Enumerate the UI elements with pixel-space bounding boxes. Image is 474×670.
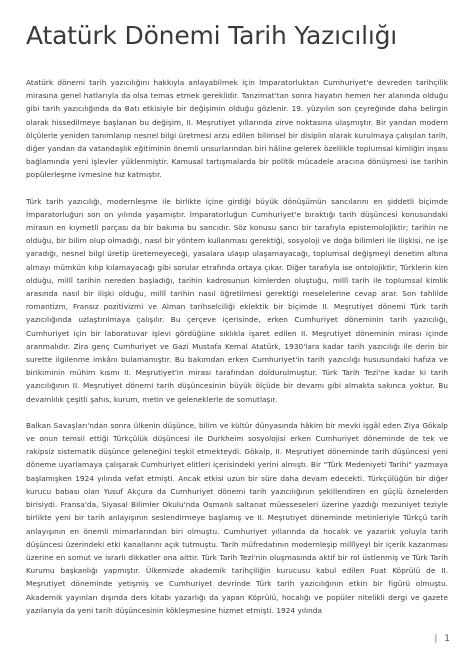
paragraph: Balkan Savaşları'ndan sonra ülkenin düşünce, bilim ve kültür dünyasında hâkim bir mevki işgâl eden Ziya Gökalp ve onun temsil ettiği Türkçülük düşüncesi ile Durkheim sosyolojisi erken Cumhuriyet döneminde de tek ve rakipsiz sistematik düşünce geleneğini teşkil etmekteydi. Gökalp, II. Meşrutiyet döneminde tarih düşüncesi yeni döneme uyarlamaya çalışarak Cumhuriyet elitleri içerisindeki yerini almıştı. Bir "Türk Medeniyeti Tarihi" yazmaya başlamışken 1924 yılında vefat etmişti. Ancak etkisi uzun bir süre daha devam edecekti. Türkçülüğün bir diğer kurucu babası olan Yusuf Akçura da Cumhuriyet dönemi tarih yazıcılığının şekillendiren en güçlü öznelerden birisiydi. Fransa'da, Siyasal Bilimler Okulu'nda Osmanlı saltanat müesseseleri üzerine yazdığı mezuniyet teziyle birlikte yeni bir tarih anlayışının seslendirmeye başlamış ve II. Meşrutiyet döneminde metinleriyle Türkçü tarih anlayışının en önemli mimarlarından biri olmuştu. Cumhuriyet yıllarında da hocalık ve yazarlık yoluyla tarih düşüncesi üzerindeki etki kanallarını açık tutmuştu. Tarih müfredatının modernleşip millîyeyi bir içerik kazanması üzerine en somut ve israrlı dikkatler ona aittir. Türk Tarih Tezi'nin oluşmasında aktif bir rol üstlenmiş ve Türk Tarih Kurumu başkanlığı yapmıştır. Ülkemizde akademik tarihçiliğin kurucusu kabul edilen Fuat Köprülü de II. Meşrutiyet döneminde yetişmiş ve Cumhuriyet devrinde Türk tarih yazıcılığının etkin bir figürü olmuştu. Akademik yayınları dışında ders kitabı yazarlığı da yapan Köprülü, hocalığı ve popüler nitelikli dergi ve gazete yazılarıyla da yeni tarih düşüncesinin kökleşmesine hizmet etmişti. 1924 yılında (26, 420, 448, 615)
paragraph: Türk tarih yazıcılığı, modernleşme ile birlikte içine girdiği büyük dönüşümün sancılarını en şiddetli biçimde İmparatorluğun son on yılında yaşamıştır. İmparatorluğun Cumhuriyet'e bıraktığı tarih düşüncesi konusundaki mirasın en kıymetli parçası da bir bakıma bu sancıdır. Söz konusu sancı bir tarafıyla epistemolojiktir; tarihin ne olduğu, bir bilim olup olmadığı, nasıl bir yöntem kullanması gerektiği, sosyoloji ve doğa bilimleri ile ilişkisi, ne işe yaradığı, nesnel bilgi üretip üretemeyeceği, yasalara ulaşıp ulaşamayacağı, toplumsal değişmeyi denetim altına almayı mümkün kılıp kılamayacağı gibi sorular etrafında ortaya çıkar. Diğer tarafıyla ise ontolojiktir; Türklerin kim olduğu, millî tarihin nereden başladığı, tarihin kadrosunun kimlerden oluştuğu, millî tarih ile toplumsal kimlik arasında nasıl bir ilişki olduğu, millî tarihin nasıl öğretilmesi gerektiği meselelerine cevap arar. Son tahlilde romantizm, Fransız pozitivizmi ve Alman tarihselciliği eklektik bir biçimde II. Meşrutiyet dönemi Türk tarih yazıcılığında uzlaştırılmaya çalışılır. Bu çerçeve içerisinde, erken Cumhuriyet döneminin tarih yazıcılığı, Cumhuriyet için bir laboratuvar işlevi gördüğüne sıklıkla işaret edilen II. Meşrutiyet döneminin mirası içinde aranmalıdır. Zira genç Cumhuriyet ve Gazi Mustafa Kemal Atatürk, 1930'lara kadar tarih yazıcılığı ile derin bir surette ilgilenme imkânı bulamamıştır. Bu bakımdan erken Cumhuriyet'in tarih yazıcılığı hususundaki hafıza ve birikiminin mühim kısmı II. Meşrutiyet'in mirası tarafından doldurulmuştur. Türk Tarih Tezi'ne kadar ki tarih yazıcılığının II. Meşrutiyet dönemi tarih düşüncesinin büyük ölçüde bir devamı gibi almakta sakınca yoktur. Bu devamlılık çeşitli şahıs, kurum, metin ve geleneklerle de somutlaşır. (26, 196, 448, 404)
page-number: 1 (444, 634, 450, 644)
footer-separator: | (434, 634, 438, 644)
page-footer (434, 634, 450, 644)
page-title: Atatürk Dönemi Tarih Yazıcılığı (26, 21, 398, 50)
document-body (26, 76, 448, 630)
paragraph: Atatürk dönemi tarih yazıcılığını hakkıyla anlayabilmek için İmparatorluktan Cumhuriyet'e devreden tarihçilik mirasına genel hatlarıyla da olsa temas etmek gereklidir. Tanzimat'tan sonra hayatın hemen her alanında olduğu gibi tarih yazıcılığında da Batı etkisiyle bir değişimin olduğu gözlenir. 19. yüzyılın son çeyreğinde daha belirgin olarak hissedilmeye başlanan bu değişim, II. Meşrutiyet yıllarında zirve noktasına ulaşmıştır. Bir yandan modern ölçülerle yeniden tanımlanıp nesnel bilgi üretmesi arzu edilen bilimsel bir disiplin olarak kurulmaya çalışılan tarih, diğer yandan da vatandaşlık eğitiminin önemli unsurlarından biri hâline gelerek özellikle toplumsal kimliğin inşası bağlamında yeni işlevler yüklenmiştir. Kamusal tartışmalarda bir politik mücadele aracına dönüşmesi ise tarihin popülerleşme ivmesine hız katmıştır. (26, 78, 448, 180)
